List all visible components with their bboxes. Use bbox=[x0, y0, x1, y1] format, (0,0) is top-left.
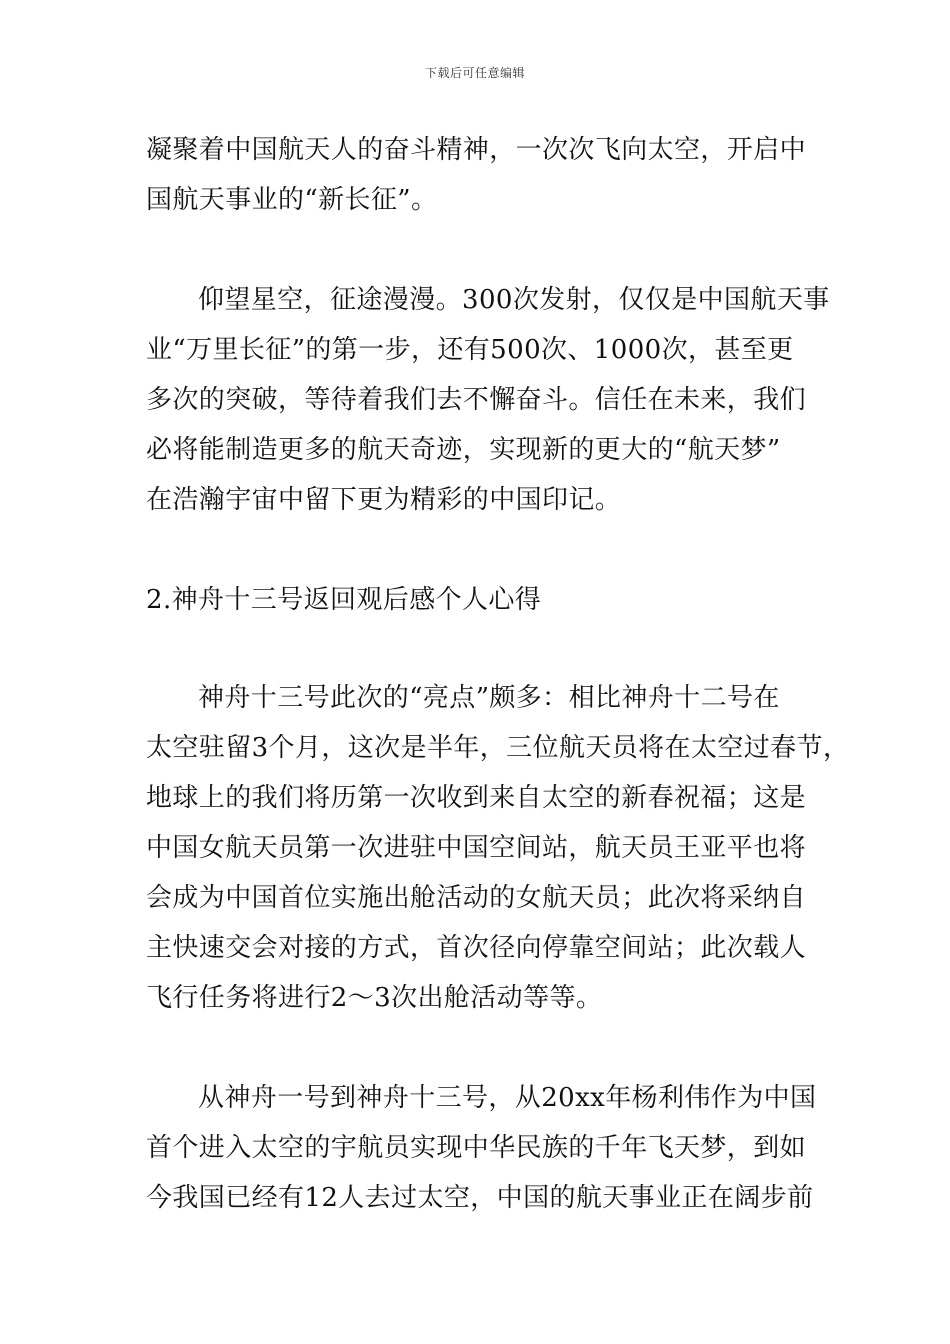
paragraph-line: 主快速交会对接的方式，首次径向停靠空间站；此次载人 bbox=[146, 933, 807, 963]
paragraph-line: 会成为中国首位实施出舱活动的女航天员；此次将采纳自 bbox=[146, 883, 807, 913]
paragraph-line: 业“万里长征”的第一步，还有500次、1000次，甚至更 bbox=[146, 335, 794, 365]
paragraph-line: 飞行任务将进行2～3次出舱活动等等。 bbox=[146, 983, 603, 1013]
paragraph-line: 必将能制造更多的航天奇迹，实现新的更大的“航天梦” bbox=[146, 435, 781, 465]
section-heading: 2.神舟十三号返回观后感个人心得 bbox=[146, 585, 542, 615]
paragraph-line: 仰望星空，征途漫漫。300次发射，仅仅是中国航天事 bbox=[198, 285, 830, 315]
paragraph-line: 首个进入太空的宇航员实现中华民族的千年飞天梦，到如 bbox=[146, 1133, 807, 1163]
paragraph-line: 地球上的我们将历第一次收到来自太空的新春祝福；这是 bbox=[146, 783, 807, 813]
paragraph-line: 今我国已经有12人去过太空，中国的航天事业正在阔步前 bbox=[146, 1183, 814, 1213]
paragraph-line: 多次的突破，等待着我们去不懈奋斗。信任在未来，我们 bbox=[146, 385, 807, 415]
paragraph-line: 从神舟一号到神舟十三号，从20xx年杨利伟作为中国 bbox=[198, 1083, 817, 1113]
paragraph-line: 中国女航天员第一次进驻中国空间站，航天员王亚平也将 bbox=[146, 833, 807, 863]
paragraph-line: 太空驻留3个月，这次是半年，三位航天员将在太空过春节， bbox=[146, 733, 850, 763]
paragraph-line: 神舟十三号此次的“亮点”颇多：相比神舟十二号在 bbox=[198, 683, 780, 713]
paragraph-line: 在浩瀚宇宙中留下更为精彩的中国印记。 bbox=[146, 485, 622, 515]
paragraph-line: 国航天事业的“新长征”。 bbox=[146, 185, 438, 215]
page-header: 下载后可任意编辑 bbox=[424, 66, 525, 80]
paragraph-line: 凝聚着中国航天人的奋斗精神，一次次飞向太空，开启中 bbox=[146, 135, 807, 165]
